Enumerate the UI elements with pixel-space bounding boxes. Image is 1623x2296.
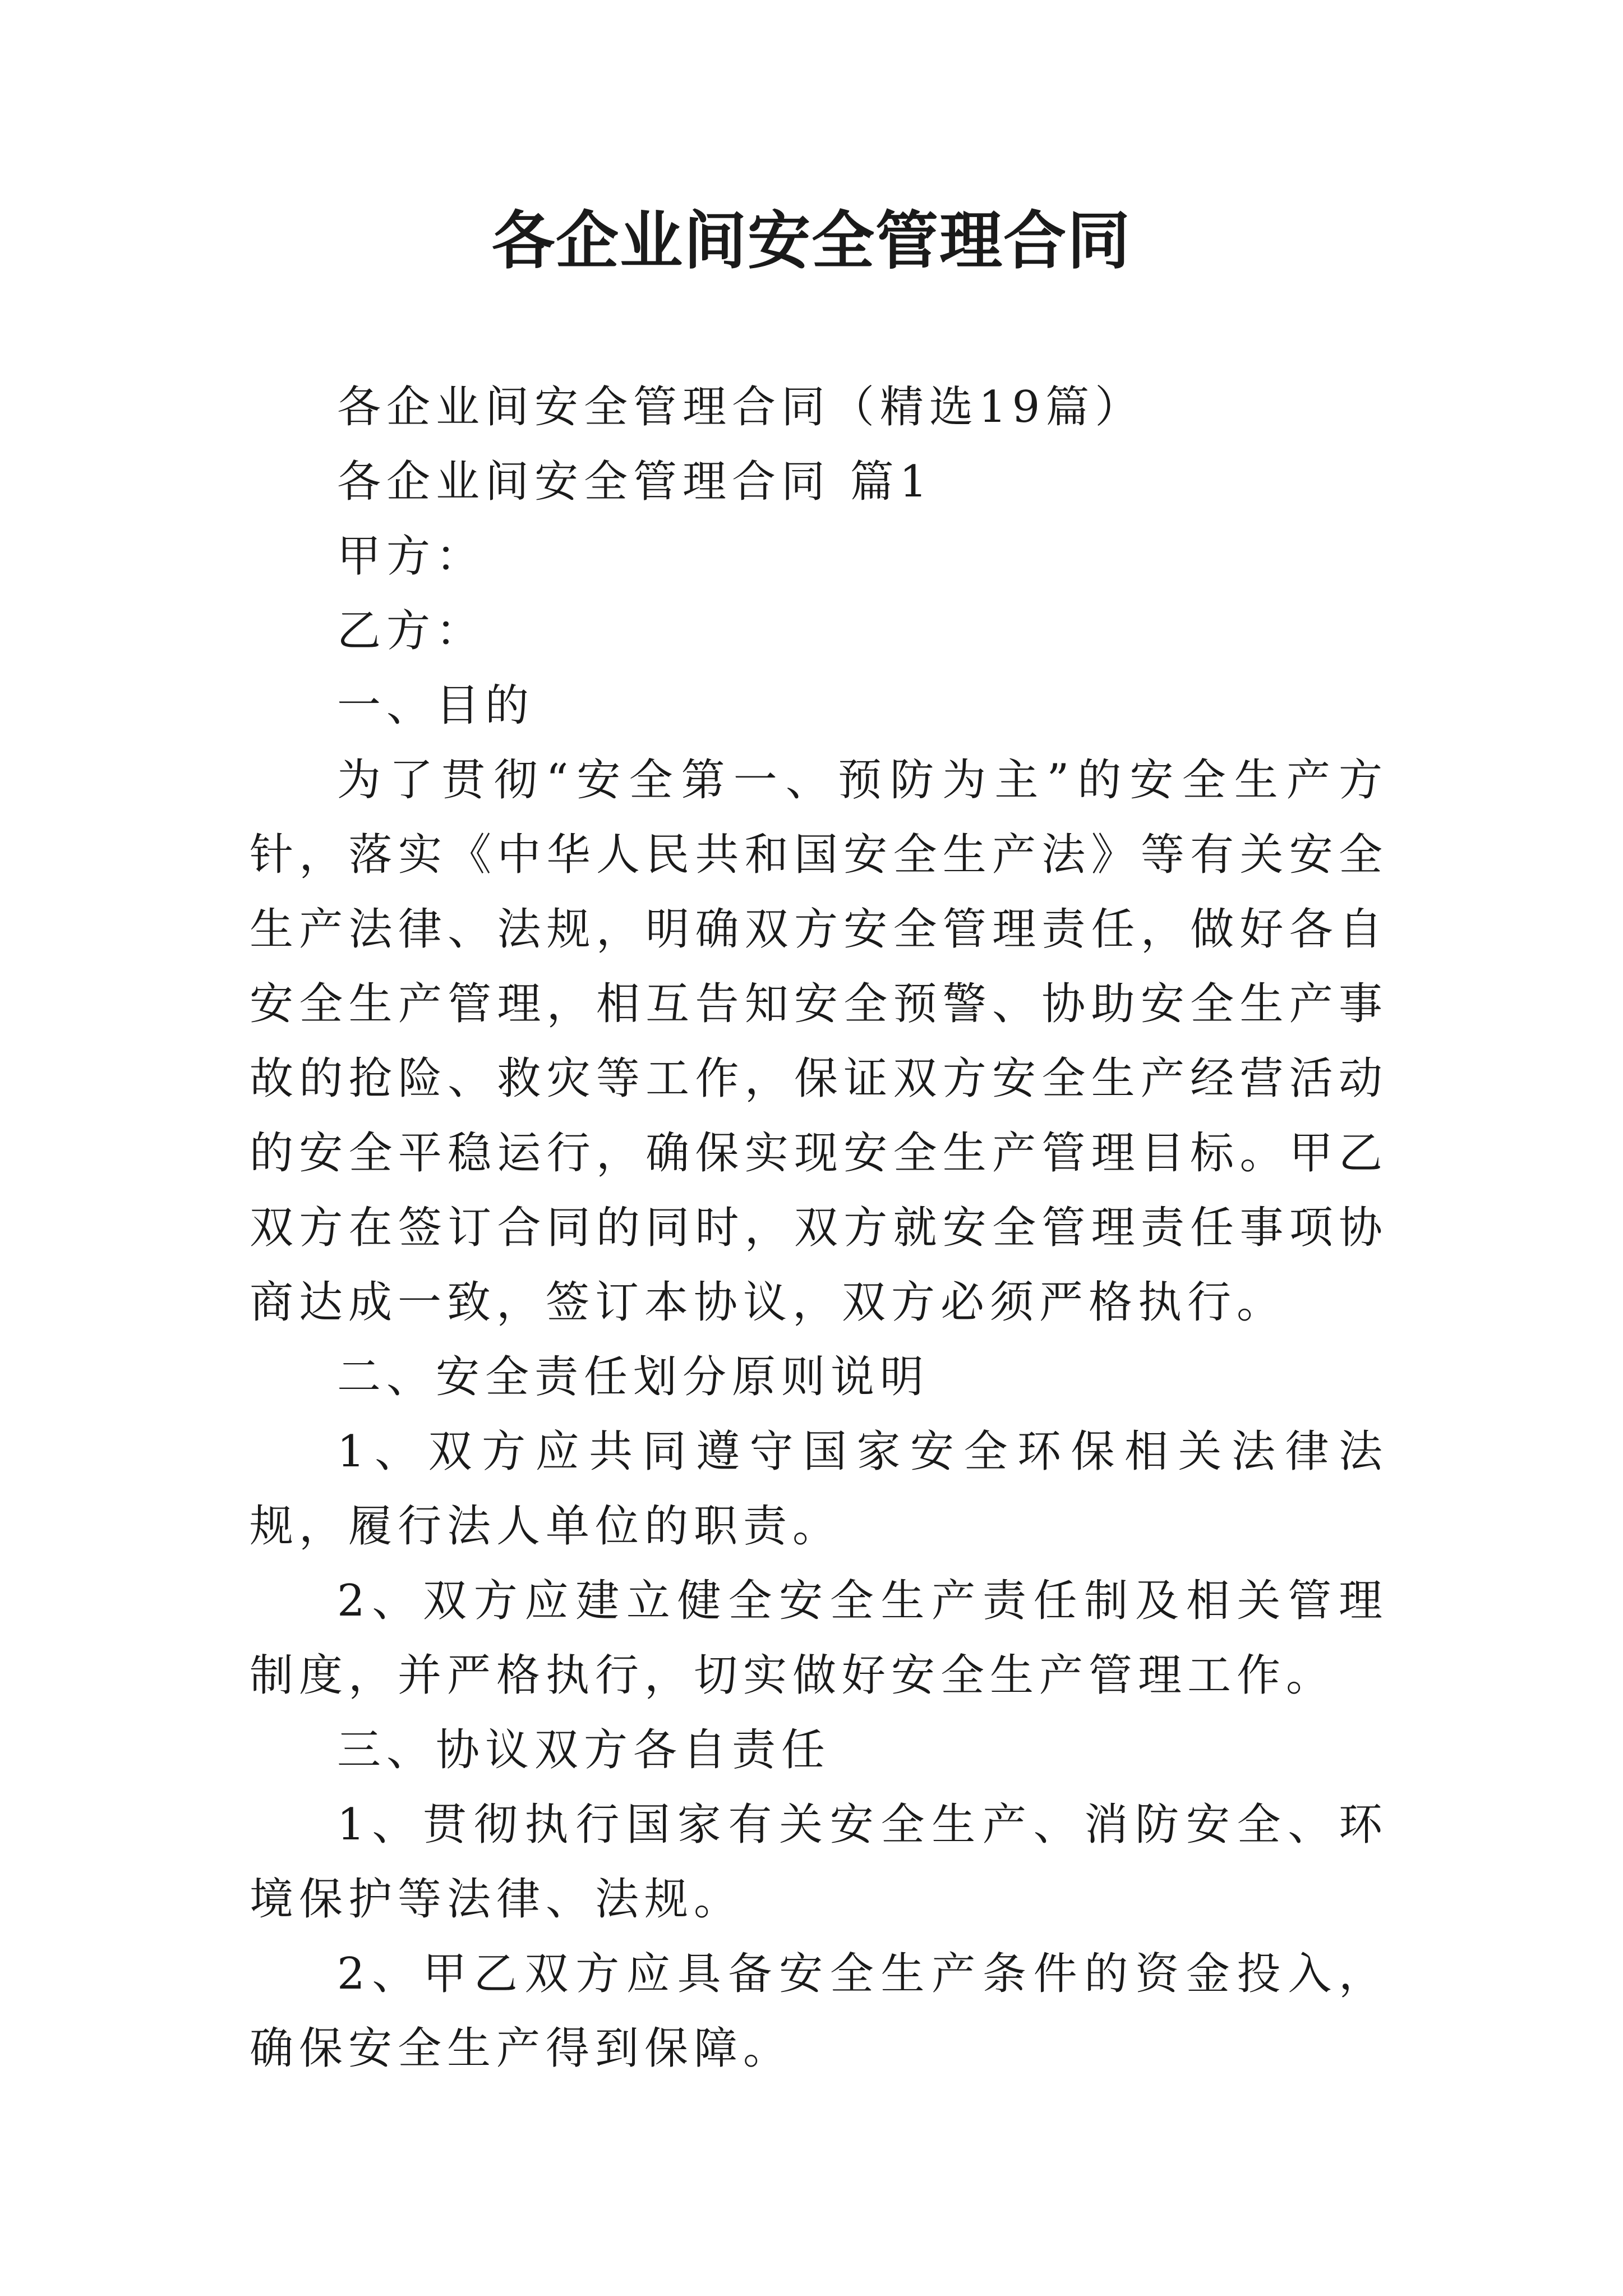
document-body	[250, 370, 1388, 2086]
paragraph-subtitle: 各企业间安全管理合同（精选19篇）	[337, 382, 1145, 432]
paragraph-principle-1: 1、双方应共同遵守国家安全环保相关法律法规，履行法人单位的职责。	[250, 1427, 1388, 1552]
paragraph-heading-principles: 二、安全责任划分原则说明	[337, 1352, 930, 1402]
paragraph-party-b: 乙方：	[337, 606, 486, 656]
paragraph-purpose-body: 为了贯彻“安全第一、预防为主”的安全生产方针，落实《中华人民共和国安全生产法》等有关安全生产法律、法规，明确双方安全管理责任，做好各自安全生产管理，相互告知安全预警、协助安全生产事故的抢险、救灾等工作，保证双方安全生产经营活动的安全平稳运行，确保实现安全生产管理目标。甲乙双方在签订合同的同时，双方就安全管理责任事项协商达成一致，签订本协议，双方必须严格执行。	[250, 755, 1388, 1328]
paragraph-section-heading: 各企业间安全管理合同 篇1	[337, 457, 933, 507]
paragraph-heading-purpose: 一、目的	[337, 680, 535, 731]
paragraph-party-a: 甲方：	[337, 531, 486, 582]
document-title: 各企业间安全管理合同	[492, 204, 1131, 278]
paragraph-principle-2: 2、双方应建立健全安全生产责任制及相关管理制度，并严格执行，切实做好安全生产管理工作。	[250, 1576, 1388, 1701]
paragraph-responsibility-1: 1、贯彻执行国家有关安全生产、消防安全、环境保护等法律、法规。	[250, 1800, 1388, 1925]
paragraph-heading-responsibilities: 三、协议双方各自责任	[337, 1725, 831, 1775]
paragraph-responsibility-2: 2、甲乙双方应具备安全生产条件的资金投入，确保安全生产得到保障。	[250, 1949, 1388, 2074]
